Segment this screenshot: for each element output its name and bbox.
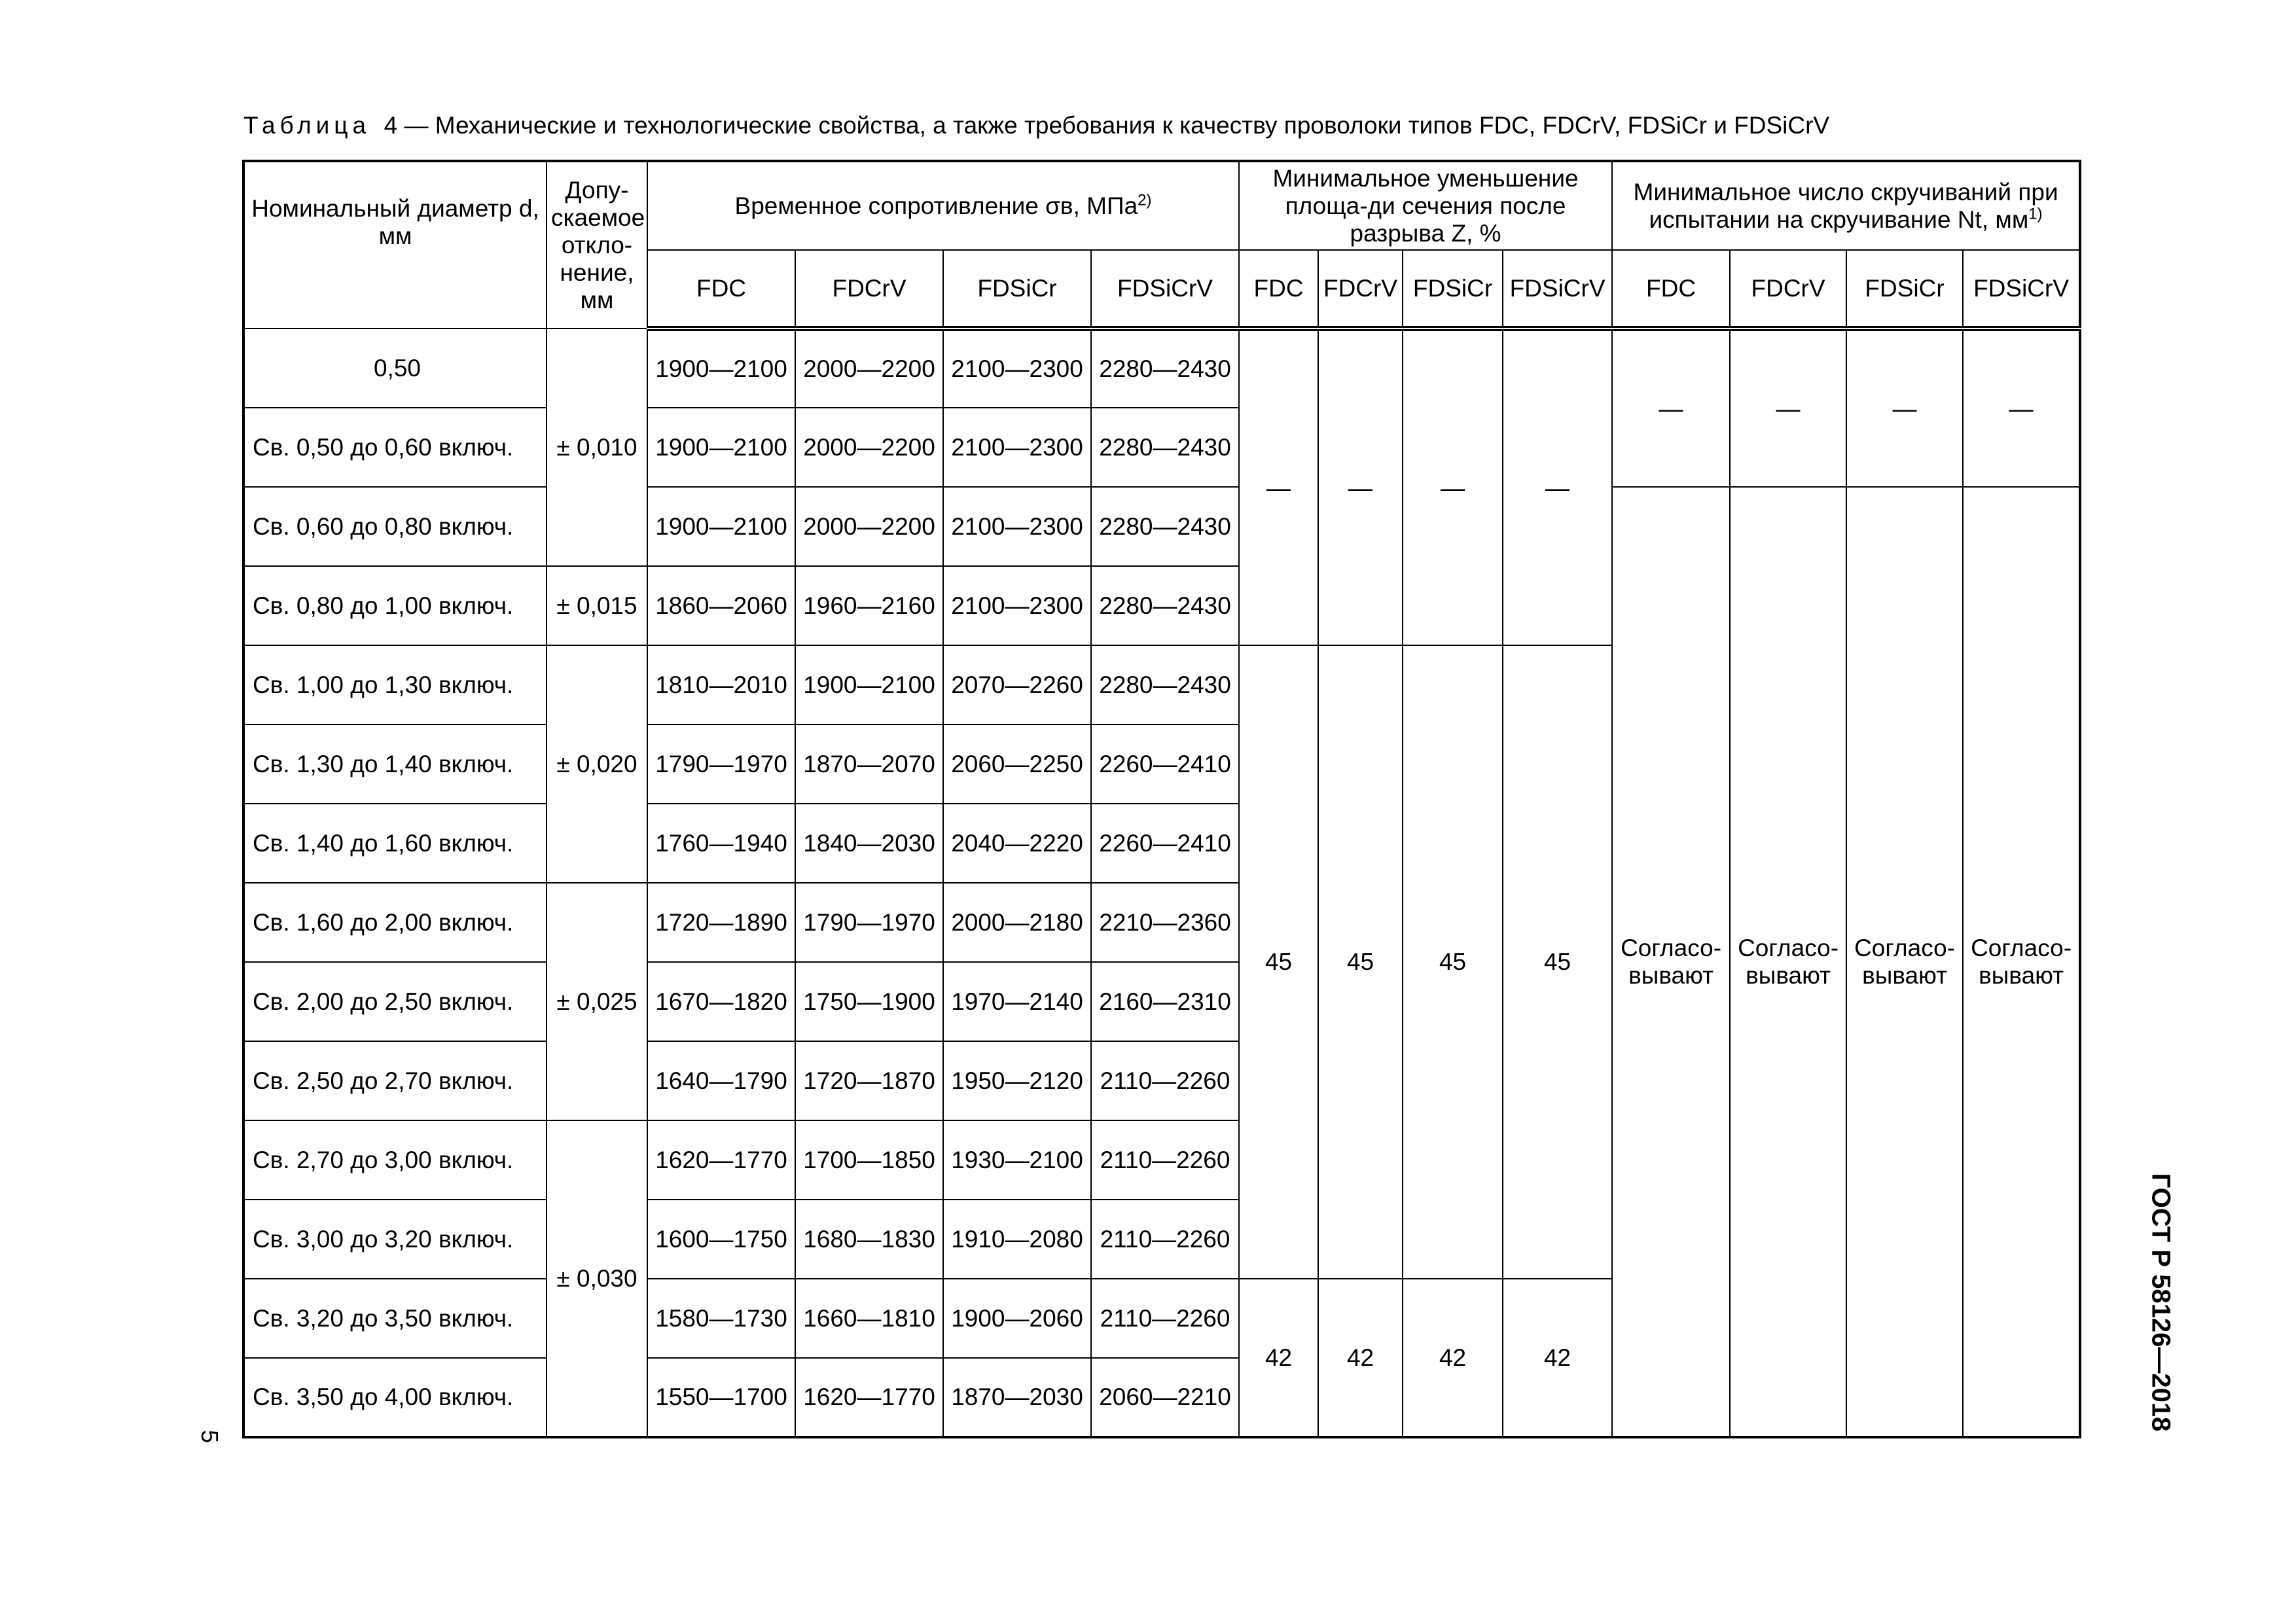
diameter-cell: Св. 1,40 до 1,60 включ.: [243, 804, 547, 883]
twist-cell: —: [1846, 329, 1963, 487]
tensile-cell: 2280—2430: [1091, 408, 1239, 487]
tensile-cell: 1870—2070: [795, 724, 943, 804]
grade-header: FDSiCrV: [1963, 250, 2080, 329]
tensile-cell: 1900—2100: [647, 408, 795, 487]
tensile-cell: 1860—2060: [647, 566, 795, 645]
tensile-cell: 2060—2250: [943, 724, 1091, 804]
caption-text: — Механические и технологические свойства, а также требования к качеству проволоки типов FDC, FDCrV, FDSiCr и FDSiCrV: [404, 112, 1830, 139]
tolerance-cell: ± 0,015: [547, 566, 647, 645]
tensile-cell: 2210—2360: [1091, 883, 1239, 962]
caption-number: 4: [384, 112, 398, 139]
tensile-cell: 1670—1820: [647, 962, 795, 1041]
tensile-cell: 2000—2200: [795, 487, 943, 566]
tensile-cell: 2260—2410: [1091, 804, 1239, 883]
tensile-cell: 2280—2430: [1091, 329, 1239, 408]
page-number-text: 5: [196, 1429, 223, 1444]
tensile-cell: 2100—2300: [943, 408, 1091, 487]
tensile-cell: 1970—2140: [943, 962, 1091, 1041]
tensile-cell: 1790—1970: [647, 724, 795, 804]
header-tensile-text: Временное сопротивление σв, МПа: [734, 192, 1138, 219]
tensile-cell: 1720—1870: [795, 1041, 943, 1120]
tensile-cell: 1550—1700: [647, 1358, 795, 1437]
tensile-cell: 1720—1890: [647, 883, 795, 962]
tensile-cell: 2040—2220: [943, 804, 1091, 883]
tensile-cell: 2060—2210: [1091, 1358, 1239, 1437]
tensile-cell: 1600—1750: [647, 1200, 795, 1279]
tensile-cell: 1810—2010: [647, 645, 795, 724]
header-twist-text: Минимальное число скручиваний при испытании на скручивание Nt, мм: [1633, 178, 2058, 233]
properties-table: [242, 160, 2081, 1438]
diameter-cell: 0,50: [243, 329, 547, 408]
grade-header: FDSiCr: [1846, 250, 1963, 329]
page-number: [196, 1420, 223, 1453]
tensile-cell: 2000—2180: [943, 883, 1091, 962]
tensile-cell: 1900—2060: [943, 1279, 1091, 1358]
tensile-cell: 2000—2200: [795, 408, 943, 487]
reduction-cell: —: [1403, 329, 1503, 645]
header-reduction-text: Минимальное уменьшение площа-ди сечения после разрыва Z, %: [1272, 164, 1579, 247]
header-tolerance-text: Допу-скаемое откло-нение, мм: [551, 176, 645, 313]
grade-header: FDCrV: [1318, 250, 1403, 329]
tensile-cell: 2280—2430: [1091, 487, 1239, 566]
grade-header: FDC: [647, 250, 795, 329]
tensile-cell: 2100—2300: [943, 487, 1091, 566]
tensile-cell: 1700—1850: [795, 1120, 943, 1200]
diameter-cell: Св. 3,00 до 3,20 включ.: [243, 1200, 547, 1279]
diameter-cell: Св. 1,00 до 1,30 включ.: [243, 645, 547, 724]
tensile-cell: 2100—2300: [943, 566, 1091, 645]
twist-cell: —: [1963, 329, 2080, 487]
grade-header: FDC: [1612, 250, 1730, 329]
tensile-cell: 1790—1970: [795, 883, 943, 962]
tensile-cell: 2110—2260: [1091, 1200, 1239, 1279]
grade-header: FDC: [1239, 250, 1318, 329]
grade-header: FDSiCrV: [1503, 250, 1612, 329]
document-code: [2144, 1165, 2178, 1440]
diameter-cell: Св. 3,20 до 3,50 включ.: [243, 1279, 547, 1358]
header-row-1: [243, 161, 2080, 250]
header-diameter: [243, 161, 547, 329]
reduction-cell: 42: [1318, 1279, 1403, 1437]
twist-cell: —: [1730, 329, 1846, 487]
twist-cell: Согласо-вывают: [1730, 487, 1846, 1437]
twist-cell: Согласо-вывают: [1963, 487, 2080, 1437]
diameter-cell: Св. 0,80 до 1,00 включ.: [243, 566, 547, 645]
document-code-text: ГОСТ Р 58126—2018: [2146, 1173, 2176, 1432]
tensile-footnote-ref: 2): [1138, 191, 1152, 209]
tensile-cell: 1870—2030: [943, 1358, 1091, 1437]
tensile-cell: 2280—2430: [1091, 566, 1239, 645]
table-row: [243, 487, 2080, 566]
tensile-cell: 2100—2300: [943, 329, 1091, 408]
twist-cell: Согласо-вывают: [1612, 487, 1730, 1437]
tensile-cell: 1640—1790: [647, 1041, 795, 1120]
tensile-cell: 1900—2100: [795, 645, 943, 724]
reduction-cell: —: [1503, 329, 1612, 645]
twist-cell: Согласо-вывают: [1846, 487, 1963, 1437]
tensile-cell: 1760—1940: [647, 804, 795, 883]
header-reduction: [1239, 161, 1612, 250]
tensile-cell: 1750—1900: [795, 962, 943, 1041]
tensile-cell: 2110—2260: [1091, 1120, 1239, 1200]
diameter-cell: Св. 2,70 до 3,00 включ.: [243, 1120, 547, 1200]
grade-header: FDCrV: [795, 250, 943, 329]
reduction-cell: 45: [1403, 645, 1503, 1279]
header-diameter-text: Номинальный диаметр d, мм: [251, 195, 539, 249]
tensile-cell: 1960—2160: [795, 566, 943, 645]
reduction-cell: 42: [1503, 1279, 1612, 1437]
reduction-cell: —: [1318, 329, 1403, 645]
header-twist: [1612, 161, 2080, 250]
tolerance-cell: ± 0,020: [547, 645, 647, 883]
tolerance-cell: ± 0,030: [547, 1120, 647, 1437]
reduction-cell: 42: [1239, 1279, 1318, 1437]
tensile-cell: 1900—2100: [647, 487, 795, 566]
grade-header: FDSiCrV: [1091, 250, 1239, 329]
header-tensile: [647, 161, 1239, 250]
twist-cell: —: [1612, 329, 1730, 487]
tensile-cell: 1950—2120: [943, 1041, 1091, 1120]
tensile-cell: 1580—1730: [647, 1279, 795, 1358]
caption-prefix: Таблица: [243, 112, 371, 139]
diameter-cell: Св. 0,60 до 0,80 включ.: [243, 487, 547, 566]
tensile-cell: 2000—2200: [795, 329, 943, 408]
tensile-cell: 1620—1770: [795, 1358, 943, 1437]
reduction-cell: 45: [1503, 645, 1612, 1279]
tensile-cell: 1620—1770: [647, 1120, 795, 1200]
reduction-cell: 45: [1318, 645, 1403, 1279]
tensile-cell: 2070—2260: [943, 645, 1091, 724]
reduction-cell: 42: [1403, 1279, 1503, 1437]
diameter-cell: Св. 3,50 до 4,00 включ.: [243, 1358, 547, 1437]
tensile-cell: 1910—2080: [943, 1200, 1091, 1279]
tensile-cell: 1930—2100: [943, 1120, 1091, 1200]
tensile-cell: 2110—2260: [1091, 1041, 1239, 1120]
diameter-cell: Св. 2,50 до 2,70 включ.: [243, 1041, 547, 1120]
grade-header: FDSiCr: [1403, 250, 1503, 329]
grade-header: FDCrV: [1730, 250, 1846, 329]
diameter-cell: Св. 1,30 до 1,40 включ.: [243, 724, 547, 804]
tensile-cell: 2110—2260: [1091, 1279, 1239, 1358]
tensile-cell: 2160—2310: [1091, 962, 1239, 1041]
table-row: [243, 329, 2080, 408]
tensile-cell: 1900—2100: [647, 329, 795, 408]
diameter-cell: Св. 0,50 до 0,60 включ.: [243, 408, 547, 487]
reduction-cell: —: [1239, 329, 1318, 645]
tensile-cell: 1840—2030: [795, 804, 943, 883]
tolerance-cell: ± 0,025: [547, 883, 647, 1120]
twist-footnote-ref: 1): [2028, 205, 2043, 223]
tensile-cell: 1680—1830: [795, 1200, 943, 1279]
diameter-cell: Св. 2,00 до 2,50 включ.: [243, 962, 547, 1041]
diameter-cell: Св. 1,60 до 2,00 включ.: [243, 883, 547, 962]
tensile-cell: 1660—1810: [795, 1279, 943, 1358]
tolerance-cell: ± 0,010: [547, 329, 647, 566]
table-caption: [243, 110, 1829, 141]
header-tolerance: [547, 161, 647, 329]
grade-header: FDSiCr: [943, 250, 1091, 329]
tensile-cell: 2260—2410: [1091, 724, 1239, 804]
tensile-cell: 2280—2430: [1091, 645, 1239, 724]
reduction-cell: 45: [1239, 645, 1318, 1279]
